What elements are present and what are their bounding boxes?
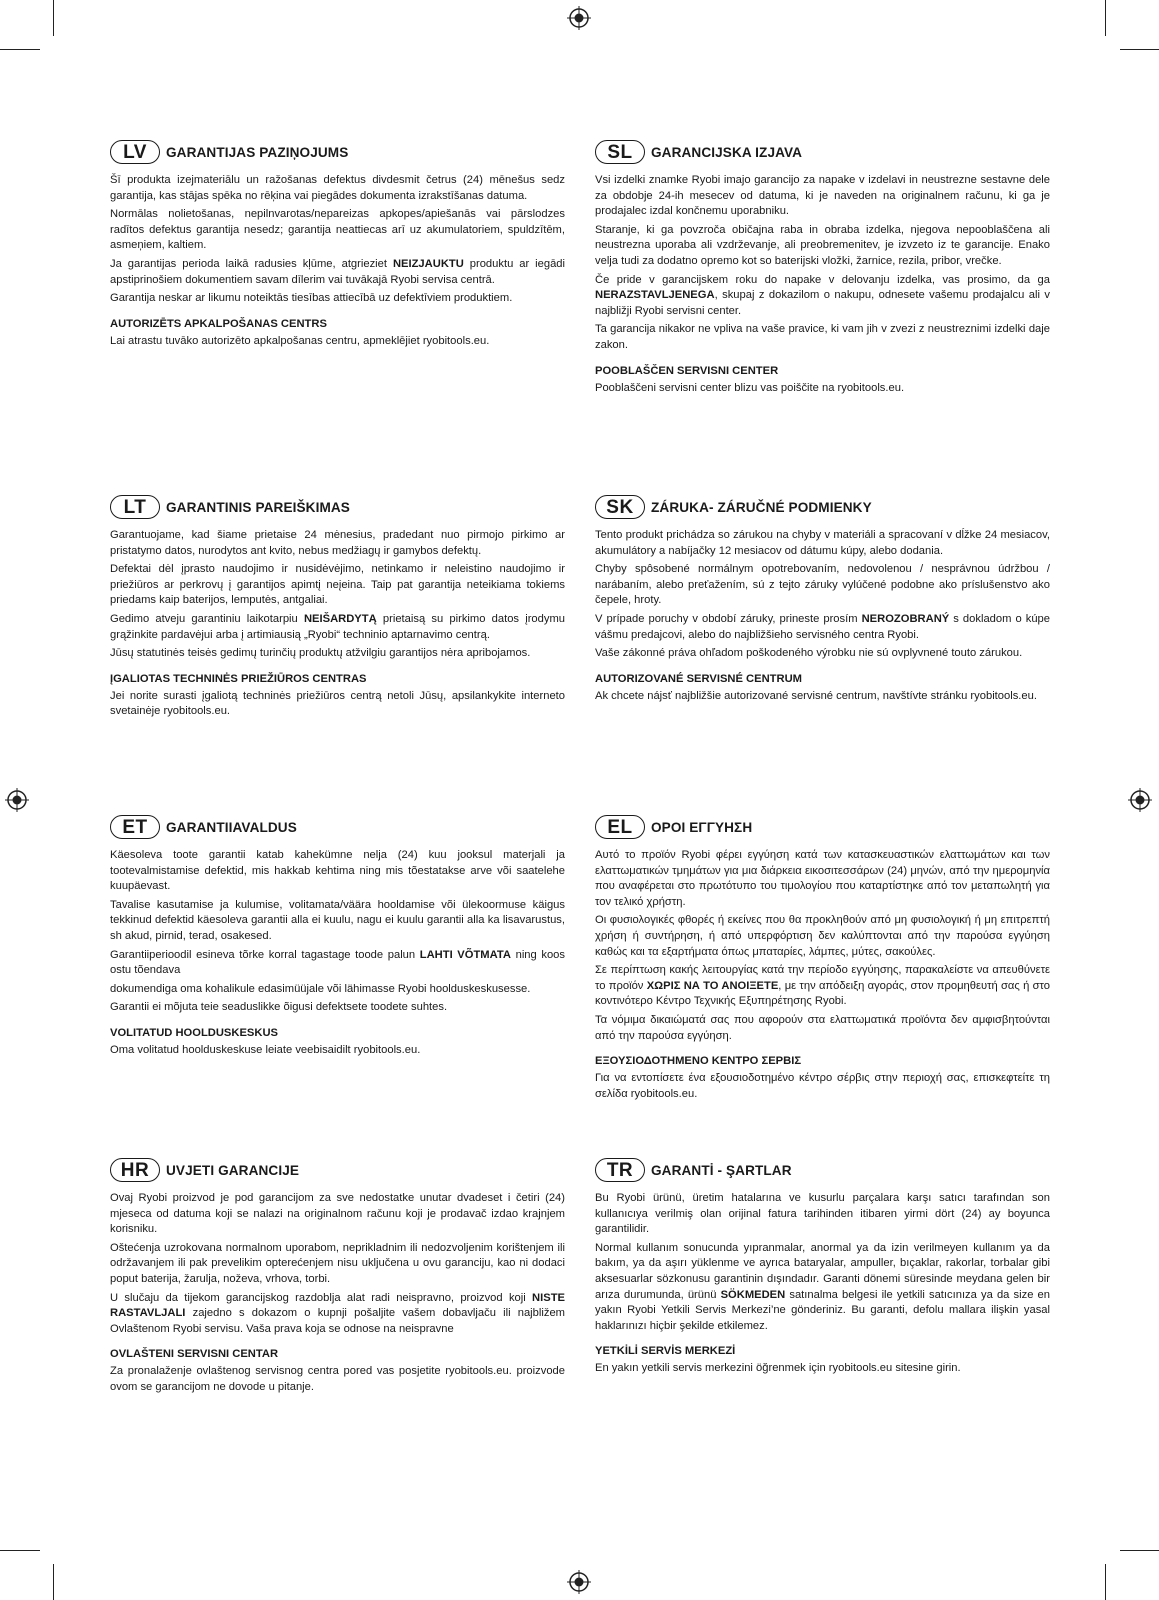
section-title: GARANCIJSKA IZJAVA — [651, 144, 803, 160]
paragraph: Jei norite surasti įgaliotą techninės priežiūros centrą netoli Jūsų, apsilankykite interneto svetainėje ryobitools.eu. — [110, 689, 565, 718]
section-sl — [595, 139, 1050, 399]
paragraph: Garantiiperioodil esineva tõrke korral tagastage toode palun LAHTI VÕTMATA ning koos ostu tõendava — [110, 948, 565, 977]
crosshair-circle-icon — [567, 1570, 591, 1594]
language-badge: SL — [595, 140, 645, 164]
paragraph: Oštećenja uzrokovana normalnom uporabom, neprikladnim ili nedozvoljenim korištenjem ili održavanjem ili pak prevelikim opterećenjem nisu uključena u ovu garanciju, kao ni dodaci poput baterija, žarulja, noževa, vrhova, torbi. — [110, 1241, 565, 1285]
paragraph: Garantuojame, kad šiame prietaise 24 mėnesius, pradedant nuo pirmojo pirkimo ar pristatymo datos, nurodytos ant kvito, nebus medžiagų ir gamybos defektų. — [110, 529, 565, 557]
paragraph: Για να εντοπίσετε ένα εξουσιοδοτημένο κέντρο σέρβις στην περιοχή σας, επισκεφτείτε τη σελίδα ryobitools.eu. — [595, 1072, 1050, 1100]
crop-mark — [53, 0, 54, 36]
section-header — [595, 139, 1050, 165]
paragraph: Garantija neskar ar likumu noteiktās tiesības attiecībā uz defektīviem produktiem. — [110, 292, 513, 305]
bold-term: NEIZJAUKTU — [392, 257, 464, 270]
paragraph: Šī produkta izejmateriālu un ražošanas defektus divdesmit četrus (24) mēnešus sedz garantija, kas stājas spēka no rēķina vai piegādes dokumenta izrakstīšanas datuma. — [110, 174, 565, 202]
crop-mark — [1120, 1550, 1159, 1551]
section-title: GARANTİ - ŞARTLAR — [651, 1162, 792, 1178]
paragraph: V prípade poruchy v období záruky, prineste prosím NEROZOBRANÝ s dokladom o kúpe vášmu predajcovi, alebo do najbližšieho servisného centra Ryobi. — [595, 612, 1050, 641]
paragraph: Lai atrastu tuvāko autorizēto apkalpošanas centru, apmeklējiet ryobitools.eu. — [110, 334, 490, 347]
section-sk — [595, 494, 1050, 707]
subheading: AUTORIZOVANÉ SERVISNÉ CENTRUM — [595, 672, 802, 685]
paragraph: Οι φυσιολογικές φθορές ή εκείνες που θα προκληθούν από μη φυσιολογική ή μη επιτρεπτή χρήση ή συντήρηση, ή από υπερφόρτιση δεν καλύπτονται από την παρούσα εγγύηση καθώς και τα εξαρτήματα όπως μπαταρίες, λάμπες, μύτες, σακούλες. — [595, 914, 1050, 958]
paragraph: Garantii ei mõjuta teie seaduslikke õigusi defektsete toodete suhtes. — [110, 1001, 448, 1014]
bold-term: ΧΩΡΙΣ ΝΑ ΤΟ ΑΝΟΙΞΕΤΕ — [646, 979, 779, 992]
paragraph: dokumendiga oma kohalikule edasimüüjale või lähimasse Ryobi hoolduskeskusesse. — [110, 982, 531, 995]
subheading: YETKİLİ SERVİS MERKEZİ — [595, 1345, 736, 1358]
crop-mark — [1120, 49, 1159, 50]
paragraph: Σε περίπτωση κακής λειτουργίας κατά την περίοδο εγγύησης, παρακαλείστε να απευθύνετε το προϊόν ΧΩΡΙΣ ΝΑ ΤΟ ΑΝΟΙΞΕΤΕ, με την απόδειξη αγοράς, στον προμηθευτή σας ή στο κοντινότερο Κέντρο Τεχνικής Εξυπηρέτησης Ryobi. — [595, 964, 1050, 1008]
language-badge: HR — [110, 1158, 160, 1182]
bold-term: SÖKMEDEN — [720, 1288, 786, 1301]
crop-mark — [1105, 0, 1106, 36]
bold-term: NEIŠARDYTĄ — [303, 612, 377, 625]
paragraph: Tento produkt prichádza so zárukou na chyby v materiáli a spracovaní v dĺžke 24 mesiacov, akumulátory a nabíjačky 12 mesiacov od dátumu kúpy, alebo dodania. — [595, 529, 1050, 557]
language-badge: SK — [595, 495, 645, 519]
subheading: ΕΞΟΥΣΙΟΔΟΤΗΜΕΝΟ ΚΕΝΤΡΟ ΣΕΡΒΙΣ — [595, 1055, 802, 1068]
crop-mark — [0, 1550, 40, 1551]
section-title: GARANTIIAVALDUS — [166, 819, 297, 835]
language-badge: LT — [110, 495, 160, 519]
section-title: GARANTINIS PAREIŠKIMAS — [166, 499, 350, 515]
paragraph: Če pride v garancijskem roku do napake v delovanju izdelka, vas prosimo, da ga NERAZSTAVLJENEGA, skupaj z dokazilom o nakupu, odnesete vašemu prodajalcu ali v najbližji Ryobi servisni center. — [595, 273, 1050, 317]
paragraph: Pooblaščeni servisni center blizu vas poiščite na ryobitools.eu. — [595, 381, 905, 394]
subheading: OVLAŠTENI SERVISNI CENTAR — [110, 1348, 279, 1361]
paragraph: Ovaj Ryobi proizvod je pod garancijom za sve nedostatke unutar dvadeset i četiri (24) mjeseca od datuma koji se nalazi na originalnom računu koji je prodavač izdao krajnjem korisniku. — [110, 1192, 565, 1236]
section-lt — [110, 494, 565, 723]
crosshair-circle-icon — [5, 788, 29, 812]
subheading: VOLITATUD HOOLDUSKESKUS — [110, 1026, 279, 1039]
paragraph: Vaše zákonné práva ohľadom poškodeného výrobku nie sú ovplyvnené touto zárukou. — [595, 647, 1023, 660]
section-header — [110, 494, 565, 520]
paragraph: Bu Ryobi ürünü, üretim hatalarına ve kusurlu parçalara karşı satıcı tarafından son kullanıcıya verilmiş olan orijinal fatura tarihinden itibaren yirmi dört (24) ay boyunca garantilidir. — [595, 1192, 1050, 1236]
bold-term: LAHTI VÕTMATA — [419, 948, 511, 961]
bold-term: NEROZOBRANÝ — [861, 612, 950, 625]
paragraph: Defektai dėl įprasto naudojimo ir nusidėvėjimo, netinkamo ir neleistino naudojimo ir priežiūros ar perkrovų į garantijos apimtį neįeina. Taip pat garantija neteikiama tokiems priedams kaip baterijos, lemputės, antgaliai. — [110, 563, 565, 607]
section-tr — [595, 1157, 1050, 1380]
section-title: ΟΡΟΙ ΕΓΓΥΗΣΗ — [651, 819, 753, 835]
section-header — [110, 814, 565, 840]
paragraph: Ja garantijas perioda laikā radusies kļūme, atgrieziet NEIZJAUKTU produktu ar iegādi apstiprinošiem dokumentiem savam dīlerim vai tuvākajā Ryobi servisa centrā. — [110, 257, 566, 286]
language-badge: TR — [595, 1158, 645, 1182]
section-hr — [110, 1157, 565, 1399]
paragraph: Chyby spôsobené normálnym opotrebovaním, nedovolenou / nesprávnou údržbou / narábaním, alebo preťažením, sú z tejto záruky vylúčené podobne ako príslušenstvo ako čepele, hroty. — [595, 563, 1050, 607]
paragraph: U slučaju da tijekom garancijskog razdoblja alat radi neispravno, proizvod koji NISTE RASTAVLJALI zajedno s dokazom o kupnji pošaljite vašem dobavljaču ili najbližem Ovlaštenom Ryobi servisu. Vaša prava koja se odnose na neispravne — [110, 1291, 565, 1335]
crop-mark — [0, 49, 40, 50]
section-header — [595, 814, 1050, 840]
section-el — [595, 814, 1050, 1105]
section-title: ZÁRUKA- ZÁRUČNÉ PODMIENKY — [651, 499, 872, 515]
paragraph: Staranje, ki ga povzroča običajna raba in obraba izdelka, njegova nepooblaščena ali neustrezna uporaba ali vzdrževanje, ali preobremenitev, je izvzeto iz te garancije. Enako velja tudi za dodatno opremo kot so baterijski vložki, žarnice, rezila, pribor, vrečke. — [595, 223, 1050, 267]
section-header — [110, 1157, 565, 1183]
paragraph: Käesoleva toote garantii katab kahekümne nelja (24) kuu jooksul materjali ja tootevalmistamise defektid, mis hakkab kehtima ning mis tõestatakse arve või saatelehe kuupäevast. — [110, 849, 565, 893]
language-badge: ET — [110, 815, 160, 839]
paragraph: Τα νόμιμα δικαιώματά σας που αφορούν στα ελαττωματικά προϊόντα δεν αμφισβητούνται από την παρούσα εγγύηση. — [595, 1013, 1050, 1042]
crosshair-circle-icon — [1128, 788, 1152, 812]
paragraph: Za pronalaženje ovlaštenog servisnog centra pored vas posjetite ryobitools.eu. proizvode ovom se garancijom ne dovode u pitanje. — [110, 1365, 565, 1393]
section-header — [595, 494, 1050, 520]
paragraph: Vsi izdelki znamke Ryobi imajo garancijo za napake v izdelavi in neustrezne sestavne dele za obdobje 24-ih mesecev od datuma, ki je naveden na originalnem računu, ki ga je prodajalec izdal končnemu uporabniku. — [595, 174, 1050, 218]
section-title: UVJETI GARANCIJE — [166, 1162, 300, 1178]
paragraph: Ak chcete nájsť najbližšie autorizované servisné centrum, navštívte stránku ryobitools.eu. — [595, 689, 1037, 702]
paragraph: Normālas nolietošanas, nepilnvarotas/nepareizas apkopes/apiešanās vai pārslodzes radītos defektus garantija nesedz; garantija neattiecas arī uz akumulatoriem, spuldzītēm, asmeņiem, kaltiem. — [110, 208, 565, 252]
paragraph: Gedimo atveju garantiniu laikotarpiu NEIŠARDYTĄ prietaisą su pirkimo datos įrodymu grąžinkite pardavėjui arba į artimiausią „Ryobi“ techninio aptarnavimo centrą. — [110, 612, 565, 641]
paragraph: En yakın yetkili servis merkezini öğrenmek için ryobitools.eu sitesine girin. — [595, 1362, 961, 1375]
section-et — [110, 814, 565, 1062]
language-badge: EL — [595, 815, 645, 839]
paragraph: Αυτό το προϊόν Ryobi φέρει εγγύηση κατά των κατασκευαστικών ελαττωμάτων και των ελαττωματικών τμημάτων για μια διάρκεια εικοσιτεσσάρων (24) μηνών, από την ημερομηνία που αναφέρεται στο πρωτότυπο του τιμολογίου που καταρτίστηκε από τον μεταπωλητή για τον τελικό χρήστη. — [595, 849, 1050, 908]
section-lv — [110, 139, 565, 352]
section-header — [110, 139, 565, 165]
section-header — [595, 1157, 1050, 1183]
crosshair-circle-icon — [567, 6, 591, 30]
bold-term: NISTE RASTAVLJALI — [110, 1291, 565, 1320]
subheading: AUTORIZĒTS APKALPOŠANAS CENTRS — [110, 317, 327, 330]
language-badge: LV — [110, 140, 160, 164]
paragraph: Tavalise kasutamise ja kulumise, volitamata/väära hooldamise või ülekoormuse käigus tekkinud defektid käesoleva garantii alla ei kuulu, nagu ei kuulu garantii alla ka lisavarustus, sh akud, pirnid, terad, osakesed. — [110, 898, 565, 942]
paragraph: Normal kullanım sonucunda yıpranmalar, anormal ya da izin verilmeyen kullanım ya da bakım, ya da aşırı yüklenme ve ayrıca bataryalar, ampuller, bıçaklar, rakorlar, torbalar gibi aksesuarlar sözkonusu garantinin dışındadır. Garanti dönemi süresinde meydana gelen bir arıza durumunda, ürünü SÖKMEDEN satınalma belgesi ile yetkili satıcınıza ya da size en yakın Ryobi Yetkili Servis Merkezi’ne gönderiniz. Bu garanti, defolu mallara ilişkin yasal haklarınızı hiçbir şekilde etkilemez. — [595, 1241, 1050, 1332]
paragraph: Jūsų statutinės teisės gedimų turinčių produktų atžvilgiu garantijos nėra apribojamos. — [110, 647, 531, 660]
section-title: GARANTIJAS PAZIŅOJUMS — [166, 144, 349, 160]
crop-mark — [1105, 1564, 1106, 1600]
bold-term: NERAZSTAVLJENEGA — [595, 289, 715, 302]
crop-mark — [53, 1564, 54, 1600]
subheading: POOBLAŠČEN SERVISNI CENTER — [595, 364, 779, 377]
subheading: ĮGALIOTAS TECHNINĖS PRIEŽIŪROS CENTRAS — [110, 672, 367, 685]
paragraph: Ta garancija nikakor ne vpliva na vaše pravice, ki vam jih v zvezi z neustreznimi izdelki daje zakon. — [595, 323, 1050, 351]
paragraph: Oma volitatud hoolduskeskuse leiate veebisaidilt ryobitools.eu. — [110, 1043, 421, 1056]
